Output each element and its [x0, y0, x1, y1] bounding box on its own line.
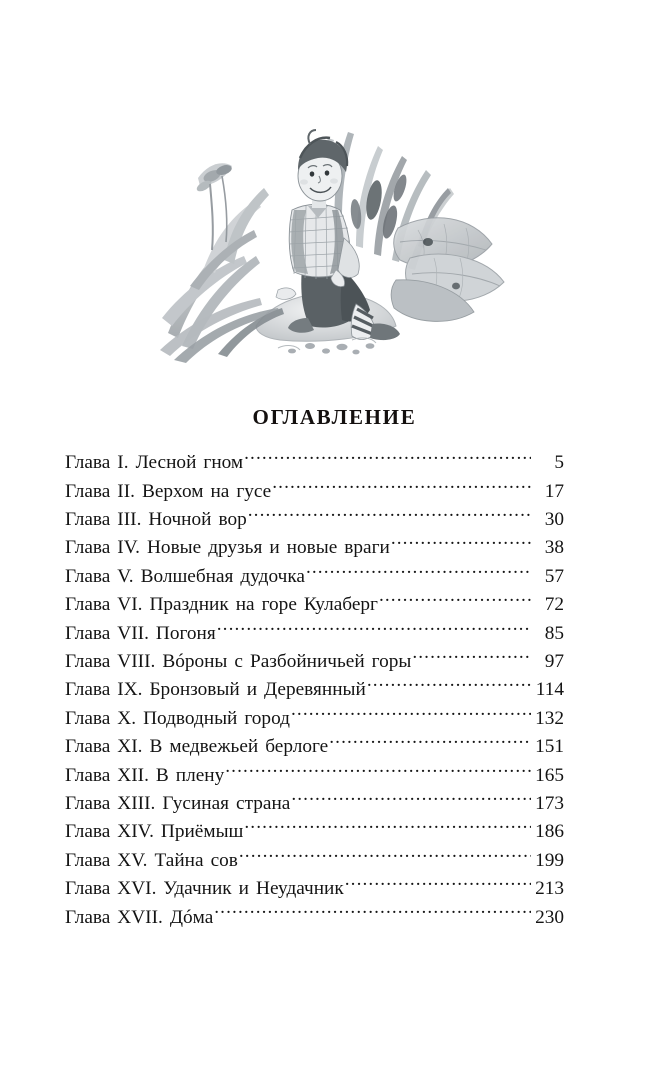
toc-entry-title: Глава VI. Праздник на горе Кулаберг	[65, 594, 378, 616]
toc-entry-page: 213	[535, 878, 564, 900]
toc-dot-leader	[214, 903, 531, 922]
toc-dot-leader	[239, 846, 531, 865]
leaves-right	[391, 218, 504, 322]
toc-entry-page: 114	[535, 679, 564, 701]
toc-entry-page: 230	[535, 906, 564, 928]
toc-dot-leader	[379, 591, 531, 610]
toc-entry-page: 85	[544, 622, 564, 644]
toc-entry[interactable]	[65, 705, 564, 733]
toc-entry[interactable]	[65, 648, 564, 676]
toc-entry[interactable]	[65, 875, 564, 903]
toc-entry-title: Глава IX. Бронзовый и Деревянный	[65, 679, 366, 701]
toc-dot-leader	[291, 790, 531, 809]
toc-dot-leader	[345, 875, 531, 894]
toc-entry-page: 186	[535, 821, 564, 843]
toc-entry[interactable]	[65, 534, 564, 562]
toc-entry-title: Глава VII. Погоня	[65, 622, 216, 644]
toc-dot-leader	[272, 477, 531, 496]
toc-dot-leader	[225, 761, 531, 780]
toc-dot-leader	[329, 733, 531, 752]
toc-dot-leader	[291, 705, 531, 724]
toc-entry-page: 165	[535, 764, 564, 786]
toc-entry-page: 38	[544, 537, 564, 559]
toc-entry-title: Глава XV. Тайна сов	[65, 849, 238, 871]
toc-entry[interactable]	[65, 903, 564, 931]
toc-entry[interactable]	[65, 591, 564, 619]
toc-entry[interactable]	[65, 818, 564, 846]
toc-entry-title: Глава XIV. Приёмыш	[65, 821, 244, 843]
toc-entry[interactable]	[65, 676, 564, 704]
toc-entry[interactable]	[65, 477, 564, 505]
toc-entry-title: Глава XVI. Удачник и Неудачник	[65, 878, 344, 900]
toc-entry-page: 151	[535, 736, 564, 758]
toc-entry-page: 199	[535, 849, 564, 871]
toc-entry-page: 57	[544, 565, 564, 587]
toc-dot-leader	[391, 534, 531, 553]
toc-entry-page: 17	[544, 480, 564, 502]
toc-entry-title: Глава XII. В плену	[65, 764, 225, 786]
toc-dot-leader	[367, 676, 531, 695]
toc-entry-title: Глава XVII. Дóма	[65, 906, 214, 928]
toc-entry-page: 97	[544, 651, 564, 673]
toc-dot-leader	[217, 619, 531, 638]
toc-entry-title: Глава X. Подводный город	[65, 707, 290, 729]
toc-entry-title: Глава I. Лесной гном	[65, 452, 244, 474]
toc-entry[interactable]	[65, 790, 564, 818]
toc-entry-title: Глава XI. В медвежьей берлоге	[65, 736, 329, 758]
toc-entry[interactable]	[65, 506, 564, 534]
toc-entry[interactable]	[65, 846, 564, 874]
table-of-contents	[65, 449, 564, 932]
toc-dot-leader	[248, 506, 531, 525]
toc-entry-title: Глава III. Ночной вор	[65, 509, 247, 531]
toc-entry[interactable]	[65, 733, 564, 761]
toc-entry-page: 5	[554, 452, 564, 474]
toc-entry-title: Глава VIII. Вóроны с Разбойничьей горы	[65, 651, 412, 673]
toc-entry-title: Глава V. Волшебная дудочка	[65, 565, 305, 587]
toc-entry-page: 72	[544, 594, 564, 616]
chapter-illustration	[160, 118, 510, 363]
toc-dot-leader	[244, 818, 531, 837]
toc-entry[interactable]	[65, 563, 564, 591]
toc-entry-page: 132	[535, 707, 564, 729]
toc-entry-title: Глава XIII. Гусиная страна	[65, 792, 291, 814]
toc-entry-title: Глава IV. Новые друзья и новые враги	[65, 537, 390, 559]
toc-dot-leader	[244, 449, 531, 468]
toc-entry[interactable]	[65, 449, 564, 477]
toc-dot-leader	[306, 563, 531, 582]
toc-dot-leader	[412, 648, 531, 667]
toc-entry[interactable]	[65, 619, 564, 647]
toc-entry-page: 30	[544, 509, 564, 531]
page-title: ОГЛАВЛЕНИЕ	[252, 405, 417, 429]
toc-entry-page: 173	[535, 792, 564, 814]
toc-entry-title: Глава II. Верхом на гусе	[65, 480, 272, 502]
toc-entry[interactable]	[65, 761, 564, 789]
